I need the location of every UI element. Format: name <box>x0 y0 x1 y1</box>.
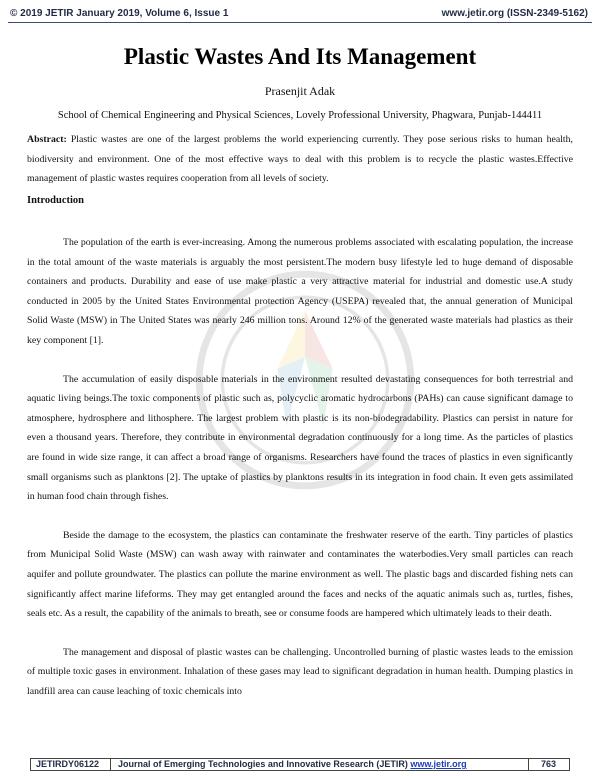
paragraph: The population of the earth is ever-increasing. Among the numerous problems associated with escalating population, the increase in the total amount of the waste materials is arguably the most persistent.The modern busy lifestyle led to huge demand of disposable containers and products. Durability and ease of use make plastic a very attractive material for industrial and domestic use.A study conducted in 2005 by the United States Environmental protection Agency (USEPA) revealed that, the annual generation of Municipal Solid Waste (MSW) in The United States was nearly 246 million tons. Around 12% of the generated waste materials had plastics as their key component [1]. <box>27 237 573 346</box>
footer-journal-link[interactable]: www.jetir.org <box>410 759 467 769</box>
abstract-text: Plastic wastes are one of the largest problems the world experiencing currently. They pose serious risks to human health, biodiversity and environment. One of the most effective ways to deal with this problem is to recycle the plastic wastes.Effective management of plastic wastes requires cooperation from all levels of society. <box>27 134 573 184</box>
author-affiliation: School of Chemical Engineering and Physical Sciences, Lovely Professional University, Phagwara, Punjab-144411 <box>57 110 543 121</box>
paragraph: Beside the damage to the ecosystem, the plastics can contaminate the freshwater reserve of the earth. Tiny particles of plastics from Municipal Solid Waste (MSW) can wash away with rainwater and contaminates the waterbodies.Very small particles can reach aquifer and pollute groundwater. The plastics can pollute the marine environment as well. The plastic bags and discarded fishing nets can significantly affect marine lifeforms. They may get entangled around the faces and necks of the aquatic animals such as, turtles, fishes, seals etc. As a result, the capability of the animals to breath, see or consume foods are hampered which ultimately leads to their death. <box>27 529 573 620</box>
footer-journal <box>118 759 467 769</box>
footer-separator <box>110 758 111 771</box>
running-header-left: © 2019 JETIR January 2019, Volume 6, Issue 1 <box>10 8 229 19</box>
footer-separator <box>528 758 529 771</box>
abstract-label: Abstract: <box>27 134 67 145</box>
footer-journal-name: Journal of Emerging Technologies and Innovative Research (JETIR) <box>118 759 411 769</box>
footer-page-number: 763 <box>540 759 556 769</box>
footer-article-id: JETIRDY06122 <box>36 759 100 769</box>
paper-title: Plastic Wastes And Its Management <box>123 44 477 69</box>
running-header-right: www.jetir.org (ISSN-2349-5162) <box>441 8 588 19</box>
header-divider <box>8 22 592 23</box>
paragraph: The management and disposal of plastic wastes can be challenging. Uncontrolled burning of plastic wastes leads to the emission of multiple toxic gases in environment. Inhalation of these gases may lead to significant degradation in human health. Dumping plastics in landfill area can cause leaching of toxic chemicals into <box>27 646 573 697</box>
page-footer <box>30 758 570 772</box>
paragraph: The accumulation of easily disposable materials in the environment resulted devastating consequences for both terrestrial and aquatic living beings.The toxic components of plastic such as, polycyclic aromatic hydrocarbons (PAHs) can cause significant damage to atmosphere, hydrosphere and lithosphere. The largest problem with plastic is its non-biodegradability. Plastics can persist in nature for even a thousand years. Therefore, they contribute in environmental degradation continuously for a long time. As the particles of plastics are found in wide size range, it can affect a broad range of organisms. Researchers have found the traces of plastics in even significantly small organisms such as planktons [2]. The uptake of plastics by planktons results in its integration in food chain. It even gets assimilated in human food chain through fishes. <box>27 373 573 503</box>
section-heading-introduction: Introduction <box>27 195 84 206</box>
introduction-body <box>27 233 573 720</box>
author-name: Prasenjit Adak <box>264 84 336 98</box>
abstract <box>27 130 573 189</box>
